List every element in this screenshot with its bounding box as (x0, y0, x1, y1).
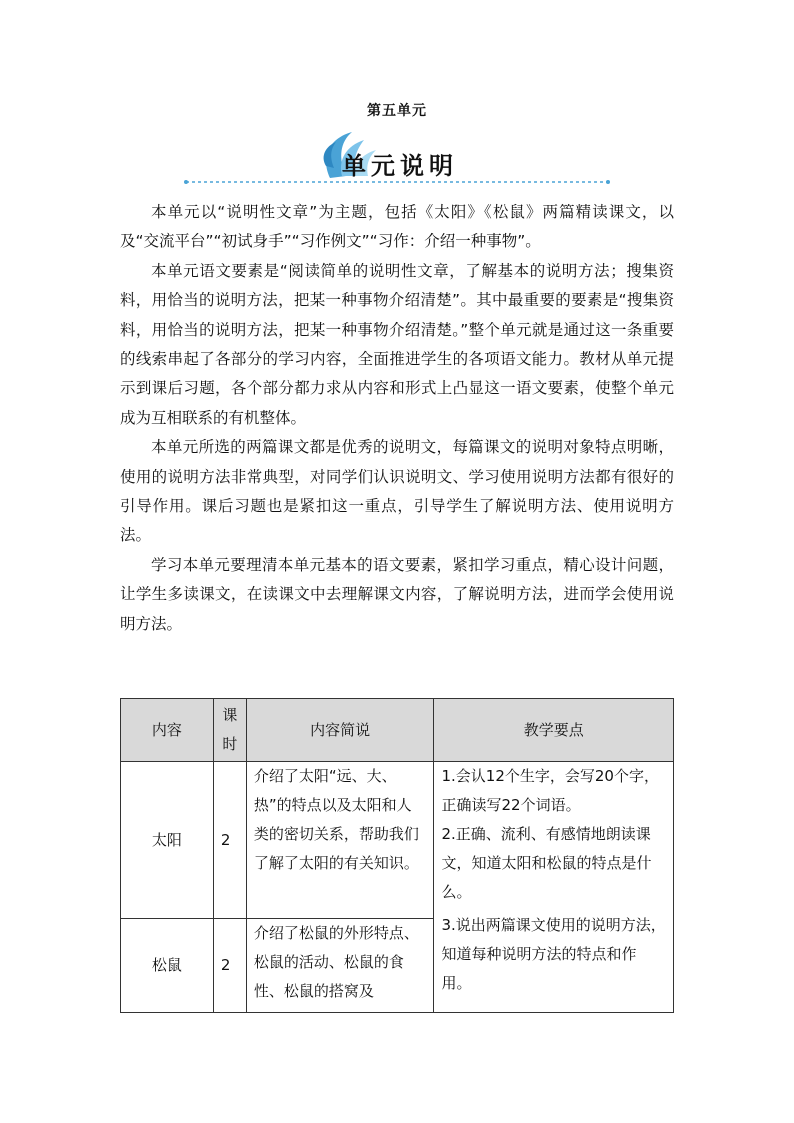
table-row (121, 762, 674, 919)
lesson-hours: 2 (213, 919, 246, 1013)
lesson-summary: 介绍了太阳“远、大、热”的特点以及太阳和人类的密切关系，帮助我们了解了太阳的有关知识。 (246, 762, 434, 919)
lesson-name: 松鼠 (121, 919, 214, 1013)
header-summary: 内容简说 (246, 699, 434, 762)
lesson-table (120, 698, 674, 1013)
paragraph: 本单元所选的两篇课文都是优秀的说明文，每篇课文的说明对象特点明晰，使用的说明方法非常典型，对同学们认识说明文、学习使用说明方法都有很好的引导作用。课后习题也是紧扣这一重点，引导学生了解说明方法、使用说明方法。 (120, 438, 674, 545)
teaching-point: 3.说出两篇课文使用的说明方法，知道每种说明方法的特点和作用。 (441, 916, 666, 992)
teaching-points (434, 762, 674, 1013)
teaching-point: 1.会认12个生字，会写20个字，正确读写22个词语。 (441, 767, 659, 814)
header-content: 内容 (121, 699, 214, 762)
intro-text (120, 198, 674, 639)
header-hours: 课时 (213, 699, 246, 762)
paragraph: 学习本单元要理清本单元基本的语文要素，紧扣学习重点，精心设计问题，让学生多读课文，在读课文中去理解课文内容，了解说明方法，进而学会使用说明方法。 (120, 555, 674, 633)
lesson-summary: 介绍了松鼠的外形特点、松鼠的活动、松鼠的食性、松鼠的搭窝及 (246, 919, 434, 1013)
paragraph: 本单元以“说明性文章”为主题，包括《太阳》《松鼠》两篇精读课文，以及“交流平台”“初试身手”“习作例文”“习作：介绍一种事物”。 (120, 203, 674, 251)
banner-title: 单元说明 (342, 152, 458, 180)
teaching-point: 2.正确、流利、有感情地朗读课文，知道太阳和松鼠的特点是什么。 (441, 825, 652, 901)
lesson-hours: 2 (213, 762, 246, 919)
paragraph: 本单元语文要素是“阅读简单的说明性文章，了解基本的说明方法；搜集资料，用恰当的说明方法，把某一种事物介绍清楚”。其中最重要的要素是“搜集资料，用恰当的说明方法，把某一种事物介绍清楚。”整个单元就是通过这一条重要的线索串起了各部分的学习内容，全面推进学生的各项语文能力。教材从单元提示到课后习题，各个部分都力求从内容和形式上凸显这一语文要素，使整个单元成为互相联系的有机整体。 (120, 261, 674, 427)
header-points: 教学要点 (434, 699, 674, 762)
section-banner (180, 126, 614, 188)
unit-title: 第五单元 (367, 103, 427, 119)
table-header-row (121, 699, 674, 762)
lesson-name: 太阳 (121, 762, 214, 919)
